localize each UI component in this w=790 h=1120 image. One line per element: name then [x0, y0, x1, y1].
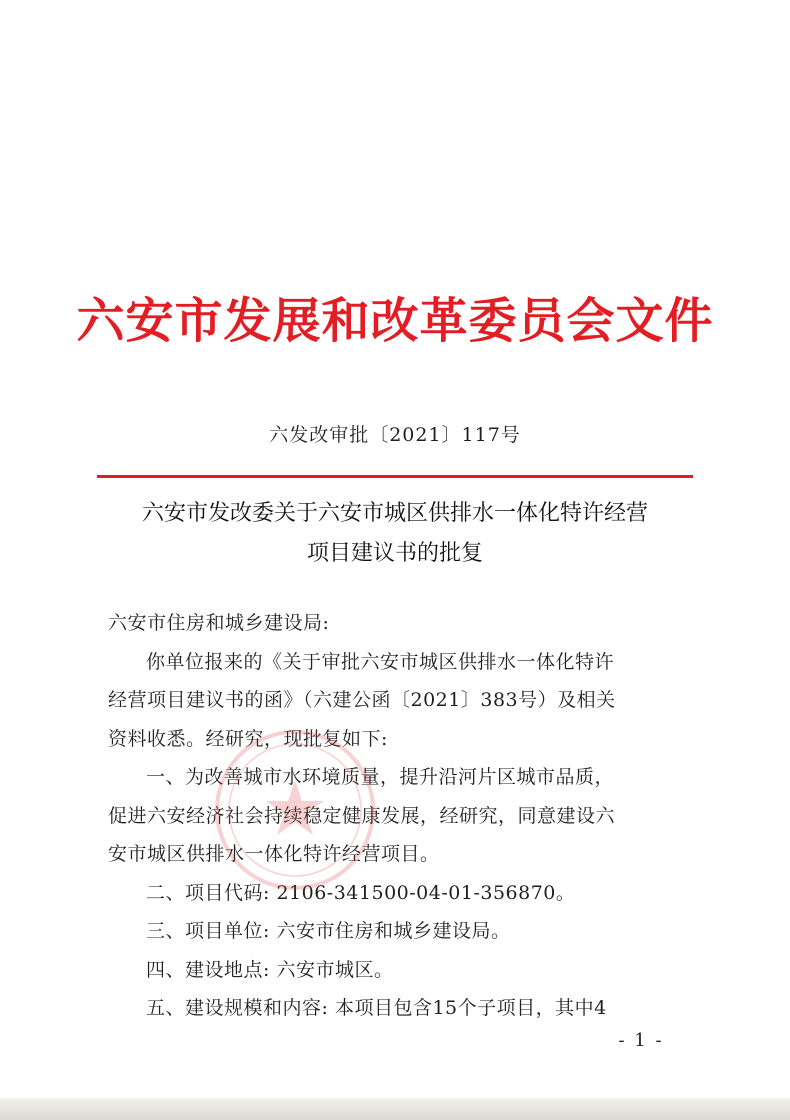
official-seal-stamp [210, 725, 380, 895]
body-line: 经营项目建议书的函》（六建公函〔2021〕383号）及相关 [108, 689, 616, 711]
page-number: - 1 - [618, 1030, 664, 1051]
body-line: 资料收悉。经研究，现批复如下: [108, 727, 388, 750]
document-title [0, 494, 790, 574]
document-number: 六发改审批〔2021〕117号 [269, 424, 521, 446]
document-masthead: 六安市发展和改革委员会文件 [76, 293, 714, 349]
body-line: 安市城区供排水一体化特许经营项目。 [108, 843, 440, 865]
body-line: 你单位报来的《关于审批六安市城区供排水一体化特许 [146, 650, 615, 673]
addressee: 六安市住房和城乡建设局: [108, 612, 330, 634]
body-line: 三、项目单位: 六安市住房和城乡建设局。 [146, 920, 511, 942]
scan-bottom-edge [0, 1098, 790, 1120]
body-line: 二、项目代码: 2106-341500-04-01-356870。 [146, 881, 576, 904]
body-line: 五、建设规模和内容: 本项目包含15个子项目，其中4 [146, 997, 607, 1019]
body-line: 四、建设地点: 六安市城区。 [146, 958, 394, 981]
document-body [108, 604, 690, 1028]
title-line-1: 六安市发改委关于六安市城区供排水一体化特许经营 [141, 501, 648, 526]
body-line: 一、为改善城市水环境质量，提升沿河片区城市品质， [146, 766, 615, 788]
body-line: 促进六安经济社会持续稳定健康发展，经研究，同意建设六 [108, 804, 616, 827]
title-line-2: 项目建议书的批复 [306, 541, 483, 566]
red-divider-line [97, 475, 693, 478]
